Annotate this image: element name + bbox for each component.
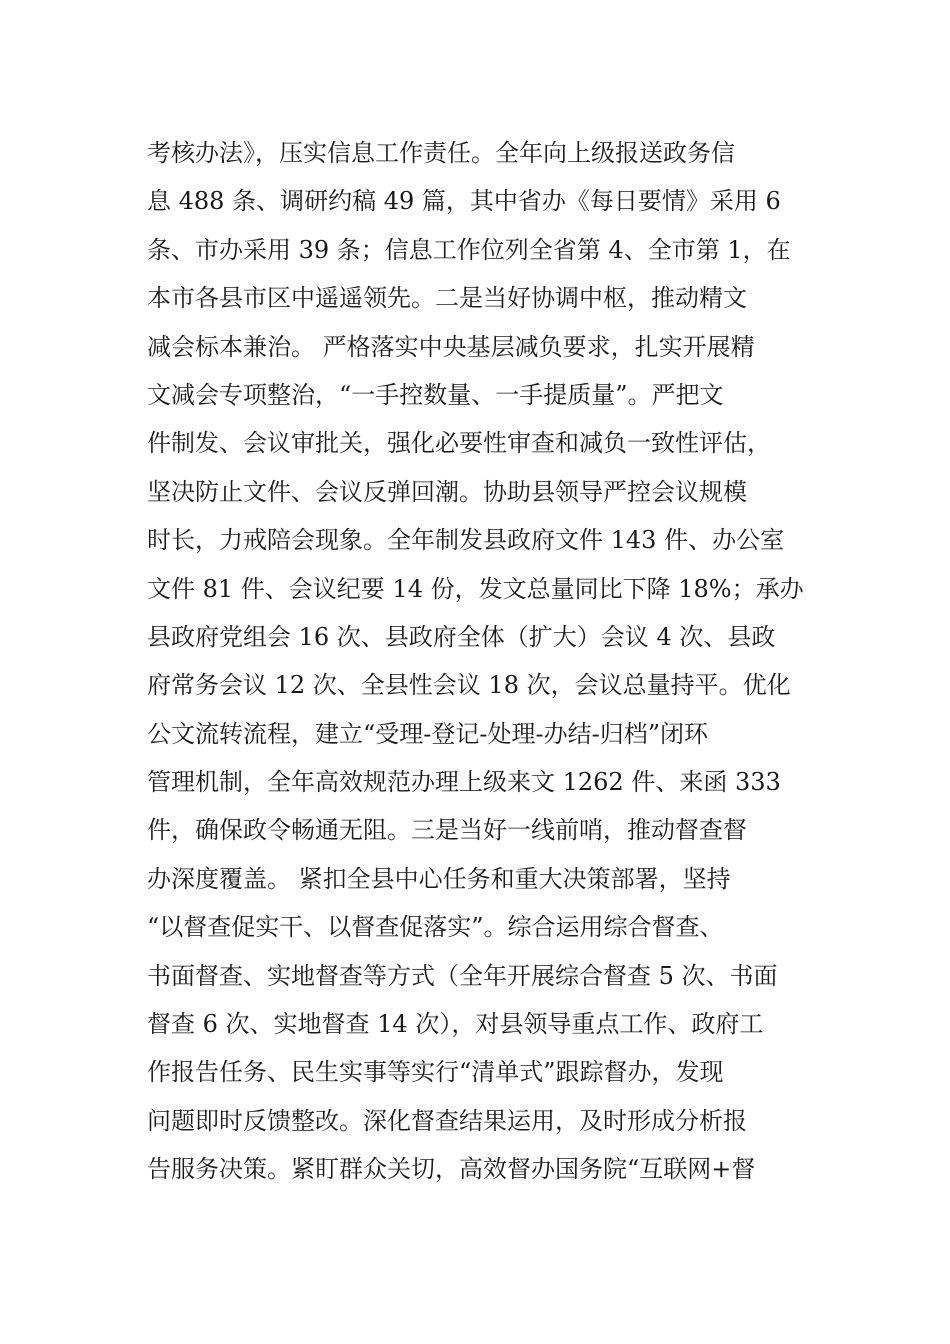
text-line: 告服务决策。紧盯群众关切，高效督办国务院“互联网+督: [147, 1155, 756, 1184]
text-line: 督查 6 次、实地督查 14 次），对县领导重点工作、政府工: [147, 1010, 764, 1039]
text-line: 办深度覆盖。 紧扣全县中心任务和重大决策部署，坚持: [147, 864, 731, 893]
text-line: 文减会专项整治，“一手控数量、一手提质量”。严把文: [147, 380, 724, 409]
text-line: 作报告任务、民生实事等实行“清单式”跟踪督办，发现: [147, 1058, 724, 1087]
text-line: 公文流转流程，建立“受理-登记-处理-办结-归档”闭环: [147, 719, 708, 748]
text-line: 问题即时反馈整改。深化督查结果运用，及时形成分析报: [147, 1106, 747, 1135]
text-line: 县政府党组会 16 次、县政府全体（扩大）会议 4 次、县政: [147, 622, 776, 651]
body-text: [147, 129, 817, 1194]
text-line: 时长，力戒陪会现象。全年制发县政府文件 143 件、办公室: [147, 526, 785, 555]
text-line: 息 488 条、调研约稿 49 篇，其中省办《每日要情》采用 6: [147, 187, 781, 216]
text-line: 件，确保政令畅通无阻。三是当好一线前哨，推动督查督: [147, 816, 747, 845]
text-line: 件制发、会议审批关，强化必要性审查和减负一致性评估，: [147, 429, 771, 458]
text-line: 本市各县市区中遥遥领先。二是当好协调中枢，推动精文: [147, 284, 747, 313]
text-line: 考核办法》，压实信息工作责任。全年向上级报送政务信: [147, 139, 735, 167]
text-line: 文件 81 件、会议纪要 14 份，发文总量同比下降 18%；承办: [147, 574, 804, 603]
text-line: 坚决防止文件、会议反弹回潮。协助县领导严控会议规模: [147, 477, 747, 506]
text-line: 书面督查、实地督查等方式（全年开展综合督查 5 次、书面: [147, 961, 778, 990]
text-line: 减会标本兼治。 严格落实中央基层减负要求，扎实开展精: [147, 332, 755, 361]
text-line: 府常务会议 12 次、全县性会议 18 次，会议总量持平。优化: [147, 671, 791, 700]
text-line: 管理机制，全年高效规范办理上级来文 1262 件、来函 333: [147, 768, 781, 797]
text-line: “以督查促实干、以督查促落实”。综合运用综合督查、: [147, 913, 724, 942]
text-line: 条、市办采用 39 条；信息工作位列全省第 4、全市第 1，在: [147, 235, 791, 264]
